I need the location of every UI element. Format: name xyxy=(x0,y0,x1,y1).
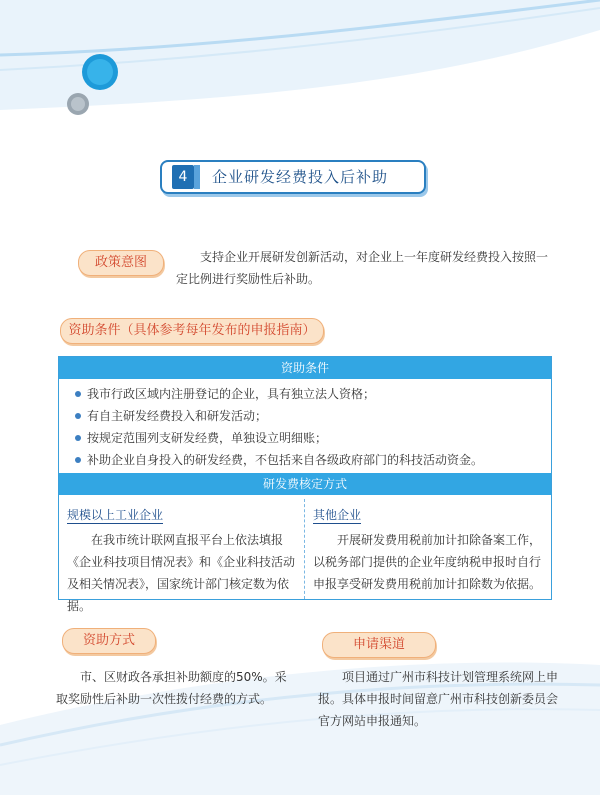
large-industrial-text: 在我市统计联网直报平台上依法填报《企业科技项目情况表》和《企业科技活动及相关情况表》，国家统计部门核定数为依据。 xyxy=(67,533,296,613)
other-enterprises-title: 其他企业 xyxy=(313,508,362,522)
list-item: 补助企业自身投入的研发经费，不包括来自各级政府部门的科技活动资金。 xyxy=(75,449,551,471)
table-header-conditions: 资助条件 xyxy=(59,357,551,379)
bullet-icon xyxy=(75,413,81,419)
list-item: 我市行政区域内注册登记的企业，具有独立法人资格； xyxy=(75,383,551,405)
conditions-label: 资助条件（具体参考每年发布的申报指南） xyxy=(60,318,324,344)
column-other-enterprises xyxy=(305,499,550,599)
channel-text: 项目通过广州市科技计划管理系统网上申报。具体申报时间留意广州市科技创新委员会官方网站申报通知。 xyxy=(318,670,559,728)
column-large-industrial xyxy=(59,499,305,613)
bullet-icon xyxy=(75,457,81,463)
other-enterprises-text: 开展研发费用税前加计扣除备案工作，以税务部门提供的企业年度纳税申报时自行申报享受研发费用税前加计扣除数为依据。 xyxy=(313,533,542,591)
section-title: 企业研发经费投入后补助 xyxy=(212,168,389,186)
list-item: 按规定范围列支研发经费，单独设立明细账； xyxy=(75,427,551,449)
funding-text: 市、区财政各承担补助额度的50%。采取奖励性后补助一次性拨付经费的方式。 xyxy=(56,670,287,706)
large-industrial-title: 规模以上工业企业 xyxy=(67,508,164,522)
conditions-list xyxy=(59,379,551,471)
table-header-verify: 研发费核定方式 xyxy=(59,473,551,495)
policy-label: 政策意图 xyxy=(78,250,164,276)
bullet-icon xyxy=(75,435,81,441)
channel-label: 申请渠道 xyxy=(322,632,436,658)
policy-text: 支持企业开展研发创新活动，对企业上一年度研发经费投入按照一定比例进行奖励性后补助。 xyxy=(176,250,549,286)
list-item: 有自主研发经费投入和研发活动； xyxy=(75,405,551,427)
section-number: 4 xyxy=(172,165,194,189)
section-title-box xyxy=(160,160,426,194)
funding-label: 资助方式 xyxy=(62,628,156,654)
conditions-table xyxy=(58,356,552,613)
bullet-icon xyxy=(75,391,81,397)
header-decoration xyxy=(0,0,600,140)
